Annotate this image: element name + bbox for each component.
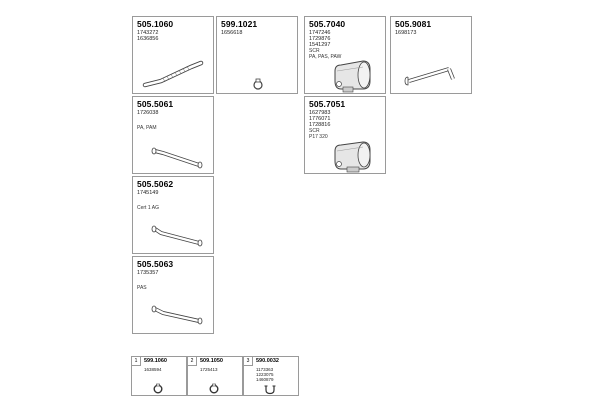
- clamp-drawing: [251, 77, 265, 91]
- part-code: 505.5063: [137, 259, 174, 269]
- part-code: 505.7040: [309, 19, 346, 29]
- accessory-card-3[interactable]: [243, 356, 299, 396]
- silencer-drawing: [333, 57, 373, 93]
- part-code: 505.9081: [395, 19, 432, 29]
- part-card-505-5061[interactable]: [132, 96, 214, 174]
- part-note: PAS: [137, 285, 147, 291]
- part-note: SCR PA, PAS, PAW: [309, 48, 342, 60]
- part-number: 1735357: [137, 270, 159, 276]
- accessory-code: 509.1050: [200, 358, 223, 364]
- pipe-drawing: [149, 225, 205, 249]
- part-card-505-5063[interactable]: [132, 256, 214, 334]
- accessory-code: 599.1060: [144, 358, 167, 364]
- part-card-505-7051[interactable]: [304, 96, 386, 174]
- part-number: 1636856: [137, 36, 159, 42]
- tailpipe-drawing: [405, 65, 457, 87]
- accessory-number: 1173363: [256, 367, 274, 372]
- flex-pipe-drawing: [141, 59, 207, 89]
- accessory-card-2[interactable]: [187, 356, 243, 396]
- part-number: 1698173: [395, 30, 417, 36]
- silencer-drawing: [333, 139, 373, 173]
- pipe-drawing: [149, 303, 205, 327]
- pipe-drawing: [149, 145, 205, 169]
- part-code: 505.5061: [137, 99, 174, 109]
- part-code: 599.1021: [221, 19, 258, 29]
- accessory-code: 590.0032: [256, 358, 279, 364]
- part-card-505-7040[interactable]: [304, 16, 386, 94]
- part-number: 1728816: [309, 122, 331, 128]
- accessory-number: 1223075: [256, 372, 274, 377]
- part-card-505-9081[interactable]: [390, 16, 472, 94]
- accessory-number: 1460879: [256, 377, 274, 382]
- accessory-number: 1638594: [144, 367, 162, 372]
- part-code: 505.7051: [309, 99, 346, 109]
- u-bolt-icon: [264, 384, 276, 395]
- part-number: 1627983: [309, 110, 331, 116]
- part-card-505-5062[interactable]: [132, 176, 214, 254]
- accessory-index: 1: [132, 357, 141, 366]
- part-note: SCR P17 320: [309, 128, 328, 140]
- part-number: 1743272: [137, 30, 159, 36]
- accessory-number: 1725413: [200, 367, 218, 372]
- part-number: 1776071: [309, 116, 331, 122]
- accessory-index: 2: [188, 357, 197, 366]
- part-number: 1541297: [309, 42, 331, 48]
- part-number: 1656618: [221, 30, 243, 36]
- part-number: 1745149: [137, 190, 159, 196]
- accessory-card-1[interactable]: [131, 356, 187, 396]
- part-card-505-1060[interactable]: [132, 16, 214, 94]
- clamp-icon: [208, 383, 220, 395]
- clamp-icon: [152, 383, 164, 395]
- part-note: PA, PAM: [137, 125, 157, 131]
- accessory-index: 3: [244, 357, 253, 366]
- part-card-599-1021[interactable]: [216, 16, 298, 94]
- part-number: 1729876: [309, 36, 331, 42]
- part-code: 505.5062: [137, 179, 174, 189]
- part-number: 1726038: [137, 110, 159, 116]
- part-number: 1747246: [309, 30, 331, 36]
- part-code: 505.1060: [137, 19, 174, 29]
- part-note: Cert 1 AG: [137, 205, 159, 211]
